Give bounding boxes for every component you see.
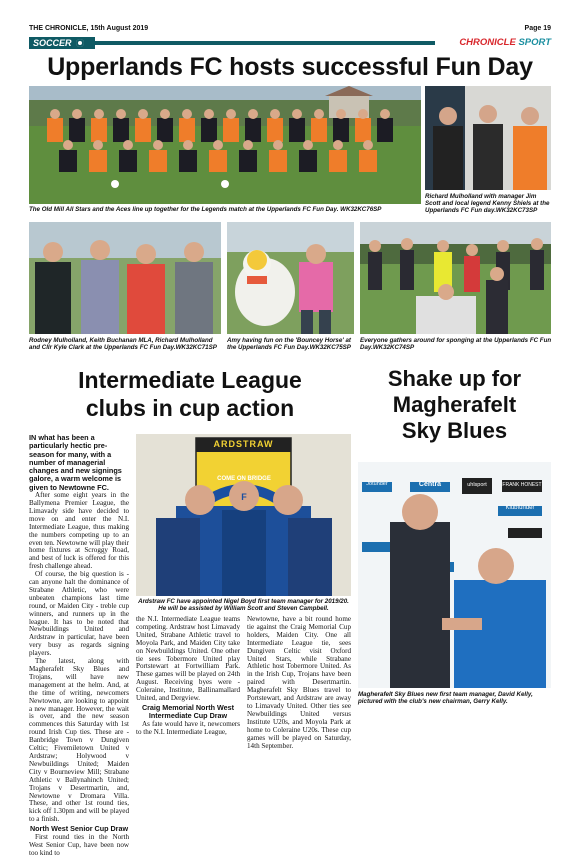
amy-photo (227, 222, 354, 334)
story1-headline-line2: clubs in cup action (85, 395, 295, 421)
story1-subhead-craig-memorial (136, 704, 240, 720)
group-photo-image (29, 222, 221, 334)
page-number: Page 19 (524, 25, 551, 32)
main-headline: Upperlands FC hosts successful Fun Day (47, 53, 533, 81)
sponging-photo-caption: Everyone gathers around for sponging at the Upperlands FC Fun Day.WK32KC74SP (360, 337, 552, 352)
section-label: SOCCER (33, 38, 72, 48)
sponsor-board-jotunder: Jotunder (366, 481, 388, 487)
brand-chronicle: CHRONICLE (459, 37, 516, 48)
skyblues-photo-image (358, 462, 551, 688)
story1-headline-line1: Intermediate League (78, 367, 302, 393)
story2-headline (358, 366, 551, 444)
story1-lead: IN what has been a particularly hectic pre-season for many, with a number of managerial changes and new signings galore, a warm welcome is given to Newtowne FC. (29, 433, 122, 492)
team-photo-image (29, 86, 421, 204)
story1-headline (29, 366, 351, 422)
header-date: THE CHRONICLE, 15th August 2019 (29, 25, 149, 32)
ardstraw-photo-image (136, 434, 351, 596)
story1-col2-para2: As fate would have it, newcomers to the N.I. Intermediate League, (136, 719, 240, 736)
story1-para3: The latest, along with Magherafelt Sky Blues and Trojans, will have new management at the helm. And, at the time of writing, newcomers Newtowne, are looking to appoint a new manager. However, the wait is over, and the new season commences this Saturday with 1st round Irish Cup ties. These are - Banbridge Town v Dungiven Celtic; Fivemiletown United v Ardstraw; Holywood v Newbuildings United; Maiden City v Bourneview Mill; Strabane Athletic v Ballynahinch United; Trojans v Desertmartin, and, Newtowne v Dromara Villa. These, and other 1st round ties, kick off 1.30pm and will be played to a finish. (29, 657, 129, 824)
sponsor-board-uhlsport: uhlsport (467, 482, 487, 488)
sponsor-board-frank-honest: FRANK HONEST (502, 482, 542, 488)
team-photo-caption: The Old Mill All Stars and the Aces line up together for the Legends match at the Upperlands FC Fun Day. WK32KC76SP (29, 206, 382, 213)
sponsor-board-centra: Centra (418, 481, 442, 488)
sponging-photo (360, 222, 551, 334)
ardstraw-photo (136, 434, 351, 596)
soccer-tab (29, 37, 95, 49)
story1-column-1 (29, 434, 129, 858)
story1-subhead-nw-senior: North West Senior Cup Draw (29, 824, 129, 834)
page-header (29, 25, 551, 35)
story1-col2-para1: the N.I. Intermediate League teams competing. Ardstraw host Limavady United, Strabane Athletic travel to Moyola Park, and Maiden City take on Newbuildings United. One other tie sees Tobermore United play Portstewart at Fortwilliam Park. These games will be played on 24th August. Receiving byes were - Coleraine, Institute, Ballinamallard United, and Dergview. (136, 615, 240, 703)
crest-name: ARDSTRAW (213, 439, 274, 449)
crest-motto: COME ON BRIDGE (217, 476, 271, 482)
ardstraw-photo-caption: Ardstraw FC have appointed Nigel Boyd first team manager for 2019/20. He will be assisted by William Scott and Steven Campbell. (138, 598, 349, 613)
managers-photo-image (425, 86, 551, 190)
section-rule (95, 41, 435, 45)
story1-column-2 (136, 616, 240, 737)
story1-para4: First round ties in the North West Senior Cup, have been now too kind to (29, 833, 129, 857)
chronicle-sport-brand (459, 37, 551, 49)
managers-photo (425, 86, 551, 190)
subhead-line2: Intermediate Cup Draw (148, 710, 228, 720)
sponsor-board-klubfunder: Klubfunder (505, 505, 535, 511)
story1-column-3 (247, 616, 351, 750)
story2-headline-line3: Sky Blues (401, 418, 508, 443)
subhead-line1: Craig Memorial North West (141, 702, 235, 712)
team-photo (29, 86, 421, 204)
amy-photo-image (227, 222, 354, 334)
story1-col3-para1: Newtowne, have a bit round home tie against the Craig Memorial Cup holders, Maiden City. One all Intermediate League tie, sees Dungiven Celtic visit Oxford United Stars, while Strabane Athletic host Tobermore United. As in the Irish Cup, Trojans have been paired with Desertmartin. Magherafelt Sky Blues travel to Portstewart, and Ardstraw are away to Limavady United. Other ties see Newbuildings United versus Institute U20s, and Moyola Park at home to Coleraine U20s. These cup games will be played on Saturday, 14th September. (247, 615, 351, 750)
group-photo-caption: Rodney Mulholland, Keith Buchanan MLA, Richard Mulholland and Cllr Kyle Clark at the Upperlands FC Fun Day.WK32KC71SP (29, 337, 217, 352)
skyblues-photo-caption: Magherafelt Sky Blues new first team manager, David Kelly, pictured with the club's new chairman, Gerry Kelly. (358, 691, 533, 706)
group-photo (29, 222, 221, 334)
brand-sport: SPORT (518, 37, 551, 48)
story2-headline-line1: Shake up for (387, 366, 522, 391)
story1-para1: After some eight years in the Ballymena Premier League, the Limavady side have decided to move on and enter the N.I. Intermediate League, thus making the numbers competing up to an even ten. Newtowne will play their home fixtures at Scroggy Road, and best of luck is offered for this fresh challenge ahead. (29, 491, 129, 571)
story2-headline-line2: Magherafelt (392, 392, 517, 417)
story1-para2: Of course, the big question is - can anyone halt the dominance of Strabane Athletic, who were unbeaten champions last time round, or Maiden City - treble cup winners, and runners up in the league. It has to be noted that Newbuildings United and Ardstraw in particular, have been very busy as regards signing players. (29, 570, 129, 658)
football-icon (76, 39, 84, 47)
section-bar (29, 37, 551, 49)
skyblues-photo (358, 462, 551, 688)
amy-photo-caption: Amy having fun on the 'Bouncey Horse' at the Upperlands FC Fun Day.WK32KC75SP (227, 337, 351, 352)
managers-photo-caption: Richard Mulholland with manager Jim Scott and local legend Kenny Shiels at the Upperlands FC Fun day.WK32KC73SP (425, 193, 550, 215)
crest-initial: F (241, 492, 247, 502)
sponging-photo-image (360, 222, 551, 334)
